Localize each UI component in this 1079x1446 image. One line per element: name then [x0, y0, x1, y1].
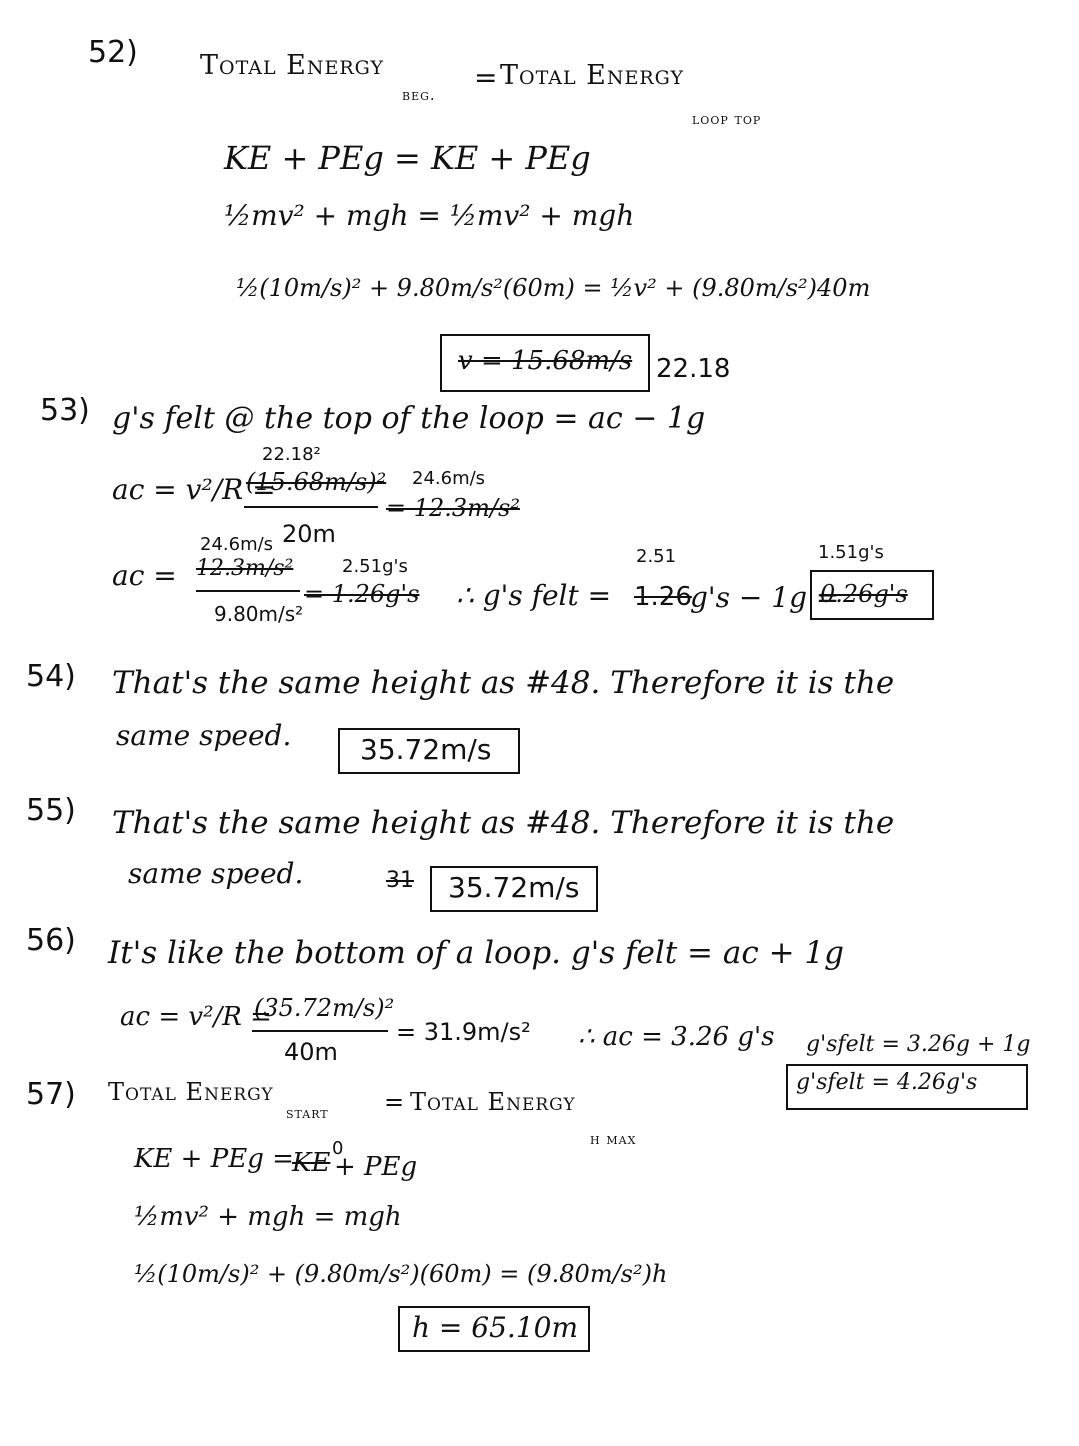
problem-53-gs-rest: g's − 1g =: [690, 581, 840, 614]
problem-52-answer-struck: v = 15.68m/s: [458, 346, 633, 376]
problem-57-number: 57): [26, 1077, 76, 1112]
problem-55-line2: same speed.: [128, 857, 304, 890]
problem-53-ac1-lhs: ac = v²/R =: [112, 473, 276, 506]
problem-57-sub-left: start: [286, 1104, 329, 1122]
problem-53-ac1-rhs-struck: = 12.3m/s²: [386, 494, 520, 522]
problem-52-sub-left: beg.: [402, 86, 436, 104]
problem-55-scribble: 31: [386, 868, 414, 893]
problem-57-sub-right: h max: [590, 1130, 637, 1148]
problem-53-ac1-den: 20m: [282, 520, 336, 548]
problem-52-equals: =: [474, 61, 498, 94]
problem-57-line1-zero: 0: [332, 1138, 344, 1159]
problem-52-number: 52): [88, 35, 138, 70]
problem-57-title-right: Total Energy: [410, 1088, 576, 1116]
problem-53-ac2-den: 9.80m/s²: [214, 602, 304, 626]
problem-57-equals: =: [384, 1088, 405, 1116]
problem-57-title-left: Total Energy: [108, 1078, 274, 1106]
problem-57-line1-right: + PEg: [334, 1152, 418, 1182]
problem-55-number: 55): [26, 793, 76, 828]
problem-56-number: 56): [26, 923, 76, 958]
problem-53-answer-note: 1.51g's: [818, 542, 884, 563]
problem-56-answer: g'sfelt = 4.26g's: [796, 1070, 978, 1095]
problem-52-sub-right: loop top: [692, 110, 762, 128]
problem-52-title-right: Total Energy: [500, 60, 685, 91]
problem-53-ac2-num-struck: 12.3m/s²: [196, 556, 294, 581]
problem-56-ac-fraction-bar: [252, 1030, 388, 1032]
problem-53-ac1-top-note: 22.18²: [262, 444, 321, 465]
problem-54-line2: same speed.: [116, 719, 292, 752]
problem-56-ac-in-gs: ∴ ac = 3.26 g's: [578, 1022, 775, 1052]
problem-53-answer-struck: 0.26g's: [820, 580, 908, 608]
problem-52-line2: ½mv² + mgh = ½mv² + mgh: [224, 199, 635, 232]
problem-54-answer: 35.72m/s: [360, 733, 492, 766]
problem-52-line3: ½(10m/s)² + 9.80m/s²(60m) = ½v² + (9.80m/s²)40m: [236, 274, 871, 302]
problem-55-line1: That's the same height as #48. Therefore it is the: [112, 805, 895, 841]
problem-53-ac1-num-struck: (15.68m/s)²: [246, 468, 387, 496]
problem-57-line1-left: KE + PEg =: [134, 1144, 294, 1174]
problem-53-ac2-num-note: 24.6m/s: [200, 534, 274, 555]
problem-56-line1: It's like the bottom of a loop. g's felt = ac + 1g: [108, 935, 844, 971]
problem-56-ac-result: = 31.9m/s²: [396, 1018, 531, 1046]
problem-52-line1: KE + PEg = KE + PEg: [224, 139, 591, 177]
problem-52-title-left: Total Energy: [200, 50, 385, 81]
problem-56-ac-num: (35.72m/s)²: [254, 994, 395, 1022]
problem-57-line2: ½mv² + mgh = mgh: [134, 1202, 402, 1232]
problem-56-gsfelt-work: g'sfelt = 3.26g + 1g: [806, 1032, 1031, 1057]
problem-53-ac2-result-note: 2.51g's: [342, 556, 408, 577]
problem-53-line1: g's felt @ the top of the loop = ac − 1g: [112, 401, 706, 436]
problem-53-ac2-fraction-bar: [196, 590, 300, 592]
problem-53-ac1-fraction-bar: [244, 506, 378, 508]
problem-53-ac2-lhs: ac =: [112, 559, 177, 592]
problem-53-gs-note: 2.51: [636, 546, 677, 567]
problem-57-answer: h = 65.10m: [412, 1311, 579, 1344]
problem-52-answer-corrected: 22.18: [656, 354, 731, 384]
problem-57-line3: ½(10m/s)² + (9.80m/s²)(60m) = (9.80m/s²)h: [134, 1260, 668, 1288]
problem-53-therefore: ∴ g's felt =: [456, 579, 612, 612]
problem-54-number: 54): [26, 659, 76, 694]
problem-53-number: 53): [40, 393, 90, 428]
problem-53-ac2-result-struck: = 1.26g's: [304, 580, 420, 608]
problem-53-ac1-rhs-note: 24.6m/s: [412, 468, 486, 489]
problem-56-ac-lhs: ac = v²/R =: [120, 1002, 272, 1032]
problem-54-line1: That's the same height as #48. Therefore it is the: [112, 665, 895, 701]
problem-57-line1-struck: KE: [292, 1148, 331, 1178]
problem-56-ac-den: 40m: [284, 1038, 338, 1066]
problem-55-answer: 35.72m/s: [448, 871, 580, 904]
problem-53-gs-struck: 1.26: [634, 582, 692, 612]
